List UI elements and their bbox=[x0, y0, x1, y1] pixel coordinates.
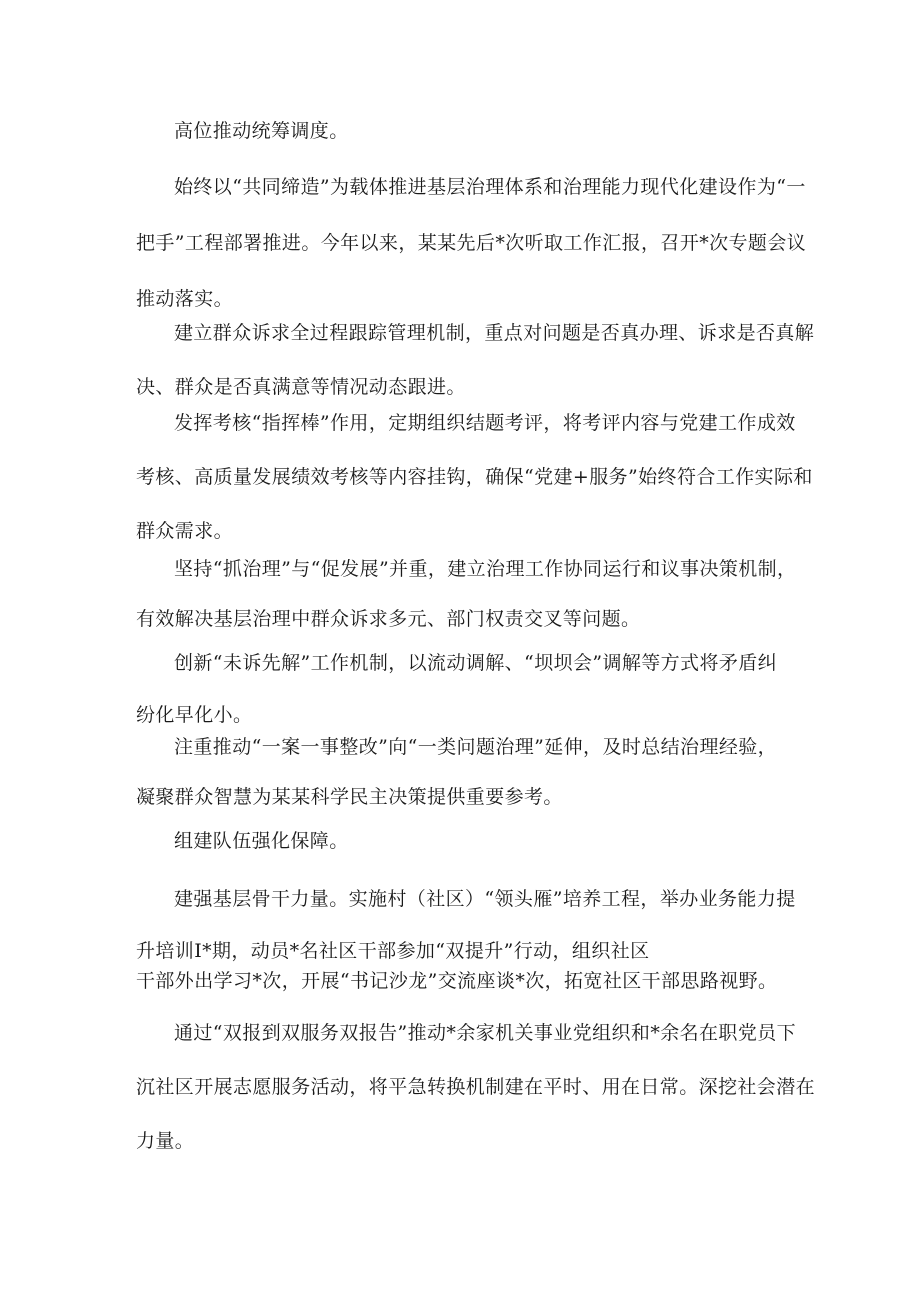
paragraph bbox=[136, 310, 815, 410]
text-line: 纷化早化小。 bbox=[136, 704, 253, 726]
text-line: 通过“双报到双服务双报告”推动*余家机关事业党组织和*余名在职党员下 bbox=[174, 1022, 797, 1044]
text-line: 考核、高质量发展绩效考核等内容挂钩，确保“党建+服务”始终符合工作实际和 bbox=[136, 466, 813, 488]
text-line: 组建队伍强化保障。 bbox=[174, 830, 349, 852]
paragraph bbox=[136, 724, 806, 820]
paragraph bbox=[136, 546, 806, 642]
text-line: 决、群众是否真满意等情况动态跟进。 bbox=[136, 376, 466, 398]
paragraph bbox=[136, 164, 806, 322]
paragraph bbox=[136, 400, 813, 554]
text-line: 坚持“抓治理”与“促发展”并重，建立治理工作协同运行和议事决策机制， bbox=[174, 558, 797, 580]
text-line: 凝聚群众智慧为某某科学民主决策提供重要参考。 bbox=[136, 786, 563, 808]
text-line: 推动落实。 bbox=[136, 288, 234, 310]
paragraph bbox=[136, 818, 806, 864]
text-line: 发挥考核“指挥棒”作用，定期组织结题考评，将考评内容与党建工作成效 bbox=[174, 412, 796, 434]
text-line: 力量。 bbox=[136, 1130, 195, 1152]
text-line: 升培训I*期，动员*名社区干部参加“双提升”行动，组织社区 bbox=[136, 940, 650, 962]
text-line: 干部外出学习*次，开展“书记沙龙”交流座谈*次，拓宽社区干部思路视野。 bbox=[136, 970, 778, 992]
text-line: 沉社区开展志愿服务活动，将平急转换机制建在平时、用在日常。深挖社会潜在 bbox=[136, 1076, 816, 1098]
text-line: 注重推动“一案一事整改”向“一类问题治理”延伸，及时总结治理经验， bbox=[174, 736, 778, 758]
text-line: 创新“未诉先解”工作机制，以流动调解、“坝坝会”调解等方式将矛盾纠 bbox=[174, 652, 778, 674]
text-line: 群众需求。 bbox=[136, 520, 234, 542]
text-line: 高位推动统筹调度。 bbox=[174, 120, 349, 142]
text-line: 建立群众诉求全过程跟踪管理机制，重点对问题是否真办理、诉求是否真解 bbox=[174, 322, 815, 344]
text-line: 始终以“共同缔造”为载体推进基层治理体系和治理能力现代化建设作为“一 bbox=[174, 176, 806, 198]
paragraph bbox=[136, 876, 806, 1004]
text-line: 把手”工程部署推进。今年以来，某某先后*次听取工作汇报，召开*次专题会议 bbox=[136, 232, 807, 254]
paragraph bbox=[136, 1010, 816, 1164]
text-line: 有效解决基层治理中群众诉求多元、部门权责交叉等问题。 bbox=[136, 608, 641, 630]
paragraph bbox=[136, 108, 806, 154]
text-line: 建强基层骨干力量。实施村（社区）“领头雁”培养工程，举办业务能力提 bbox=[174, 888, 796, 910]
